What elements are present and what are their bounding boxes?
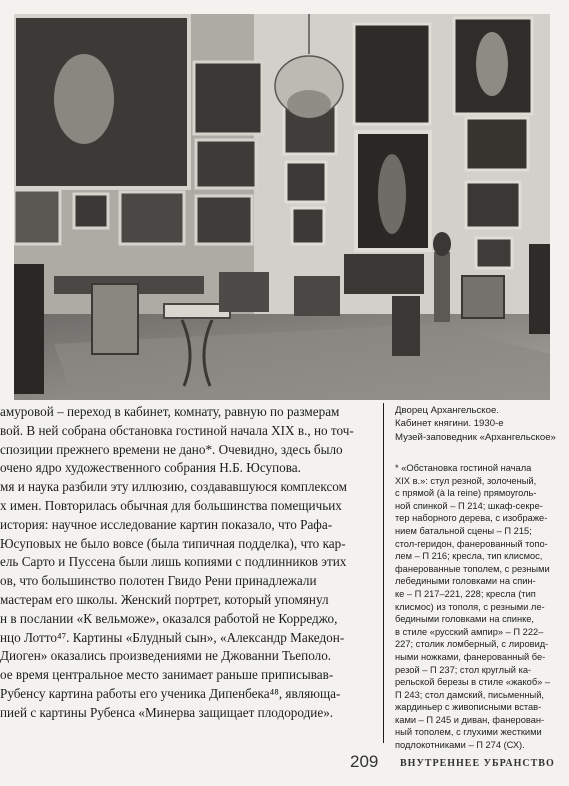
note-line: лем – П 216; кресла, тип клисмос, bbox=[395, 551, 543, 562]
note-line: рельской березы в стиле «жакоб» – bbox=[395, 677, 551, 688]
body-line: н в послании «К вельможе», оказался работой не Корреджо, bbox=[0, 610, 338, 626]
note-line: бедиными головками на спинке, bbox=[395, 614, 535, 625]
note-line: в стиле «русский ампир» – П 222– bbox=[395, 626, 544, 637]
note-line: тер наборного дерева, с изображе- bbox=[395, 513, 548, 524]
photo-caption bbox=[395, 404, 559, 444]
body-line: очено ядро художественного собрания Н.Б. Юсупова. bbox=[0, 460, 301, 476]
body-line: ое время центральное место занимает раньше приписывав- bbox=[0, 667, 334, 683]
caption-line: Кабинет княгини. 1930-е bbox=[395, 418, 504, 430]
note-line: стол-геридон, фанерованный топо- bbox=[395, 538, 548, 549]
body-line: нцо Лотто⁴⁷. Картины «Блудный сын», «Александр Македон- bbox=[0, 629, 345, 645]
body-line: ель Сарто и Пуссена были лишь копиями с подлинников этих bbox=[0, 554, 347, 570]
note-line: * «Обстановка гостиной начала bbox=[395, 463, 532, 473]
running-head: ВНУТРЕННЕЕ УБРАНСТВО bbox=[400, 758, 555, 769]
body-line: Рубенсу картина работы его ученика Дипенбека⁴⁸, являюща- bbox=[0, 685, 341, 701]
note-line: XIX в.»: стул резной, золоченый, bbox=[395, 475, 537, 486]
note-line: резой – П 237; стол круглый ка- bbox=[395, 664, 532, 675]
note-line: с прямой (à la reine) прямоуголь- bbox=[395, 488, 537, 499]
note-line: нием батальной сцены – П 215; bbox=[395, 525, 532, 536]
note-line: ный тополем, с глухими жесткими bbox=[395, 727, 542, 738]
caption-line: Музей-заповедник «Архангельское» bbox=[395, 431, 556, 443]
body-line: мя и наука разбили эту иллюзию, создававшуюся комплексом bbox=[0, 479, 347, 495]
body-line: ов, что большинство полотен Гвидо Рени принадлежали bbox=[0, 573, 317, 589]
body-line: амуровой – переход в кабинет, комнату, равную по размерам bbox=[0, 404, 340, 419]
note-line: фанерованные тополем, с резными bbox=[395, 563, 550, 574]
page-number: 209 bbox=[350, 752, 379, 771]
interior-photograph bbox=[14, 14, 550, 400]
main-body-text bbox=[0, 403, 370, 723]
body-line: вой. В ней собрана обстановка гостиной начала XIX в., но точ- bbox=[0, 422, 354, 438]
body-line: х имен. Повторилась обычная для большинства помещичьих bbox=[0, 497, 342, 513]
note-line: П 243; стол дамский, письменный, bbox=[395, 689, 544, 700]
note-line: лебедиными головками на спин- bbox=[395, 576, 536, 587]
body-line: Юсуповых не было вовсе (была типичная подделка), что кар- bbox=[0, 535, 346, 551]
body-line: мастерам его школы. Женский портрет, который упомянул bbox=[0, 591, 329, 607]
body-line: спозиции прежнего времени не дано*. Очевидно, здесь было bbox=[0, 441, 343, 457]
interior-photo-illustration bbox=[14, 14, 550, 400]
footnote-text bbox=[395, 462, 559, 752]
note-line: 227; столик ломберный, с лировид- bbox=[395, 639, 549, 650]
column-divider bbox=[383, 403, 384, 743]
body-line: Диоген» оказались произведениями не Джованни Тьеполо. bbox=[0, 648, 332, 664]
body-line: пией с картины Рубенса «Минерва защищает плодородие». bbox=[0, 704, 334, 720]
note-line: ной спинкой – П 214; шкаф-секре- bbox=[395, 500, 543, 511]
note-line: ке – П 217–221, 228; кресла (тип bbox=[395, 588, 536, 599]
note-line: жардиньер с живописными встав- bbox=[395, 702, 542, 713]
caption-line: Дворец Архангельское. bbox=[395, 405, 499, 416]
note-line: ками – П 245 и диван, фанерован- bbox=[395, 714, 545, 725]
note-line: подлокотниками – П 274 (СХ). bbox=[395, 740, 525, 751]
note-line: клисмос) из тополя, с резными ле- bbox=[395, 601, 545, 612]
body-line: история: научное исследование картин показало, что Рафа- bbox=[0, 516, 333, 532]
note-line: ными ножками, фанерованный бе- bbox=[395, 651, 546, 662]
